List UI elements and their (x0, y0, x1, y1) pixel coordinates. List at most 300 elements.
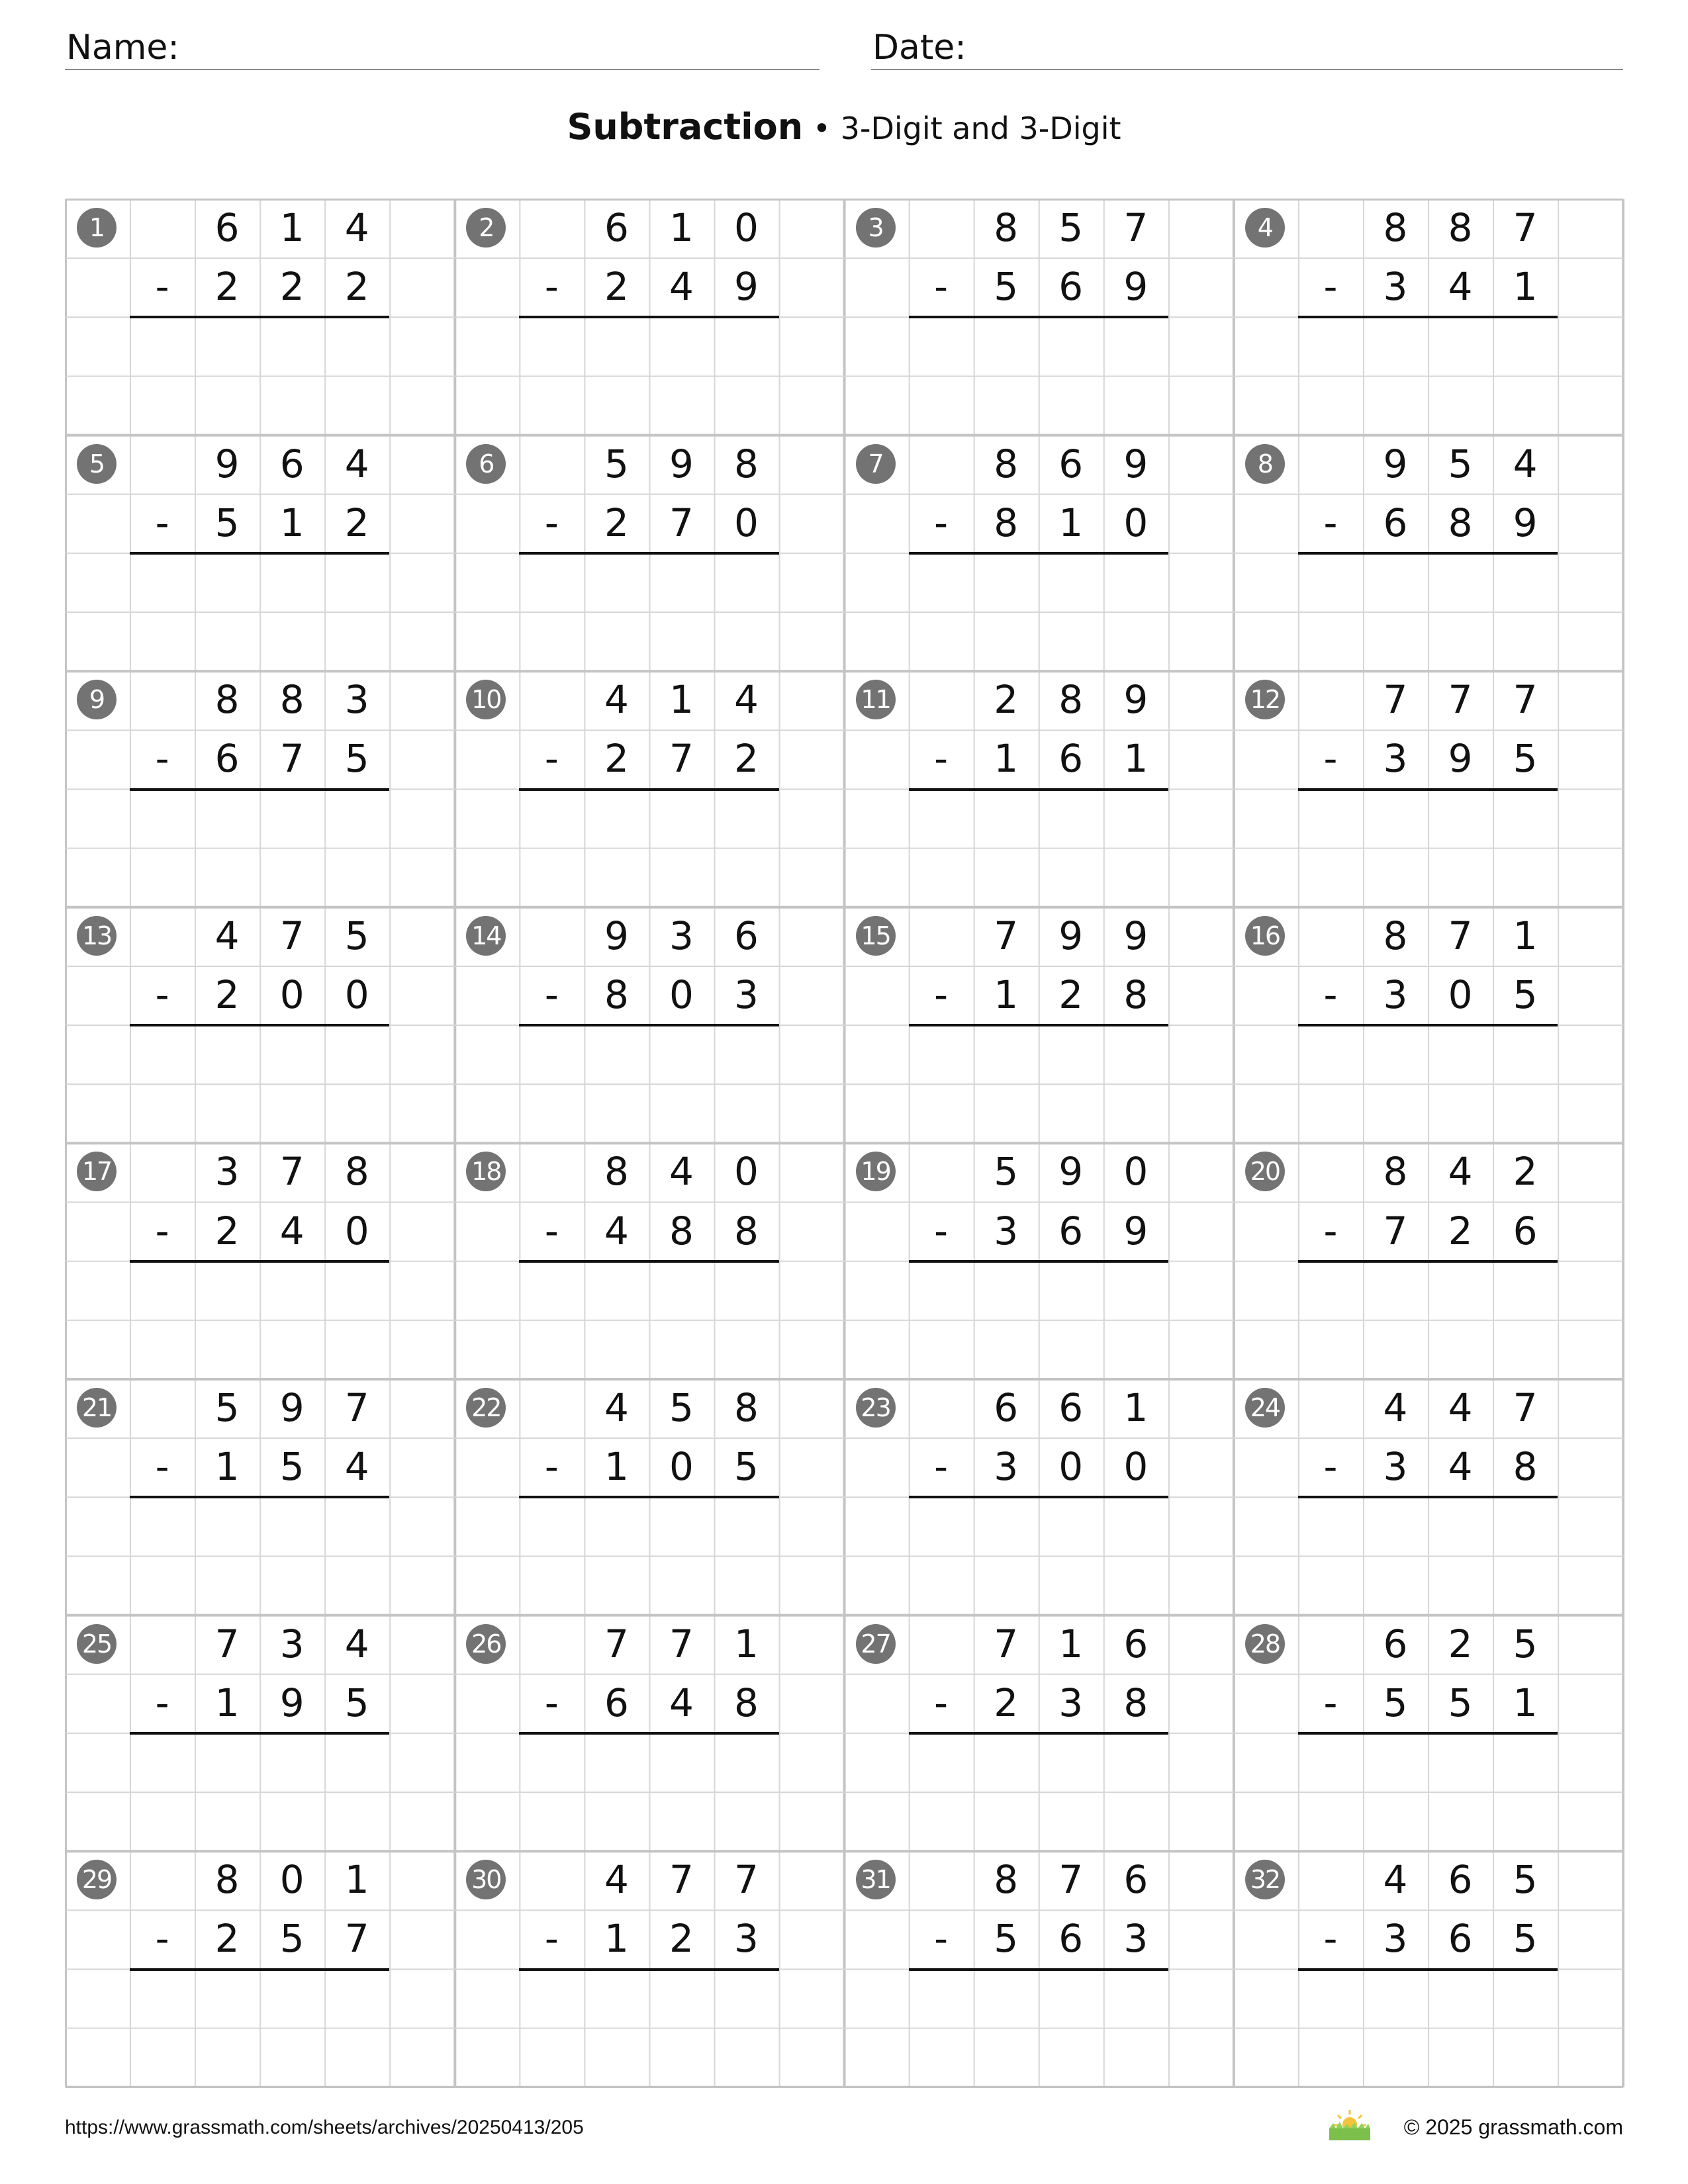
minuend-digit: 5 (214, 1385, 240, 1430)
subtrahend-digit: 9 (734, 264, 759, 310)
minuend-digit: 3 (214, 1149, 240, 1195)
minuend-digit: 7 (1513, 677, 1538, 723)
minus-sign: - (544, 972, 559, 1017)
answer-cell[interactable] (519, 1969, 584, 2028)
minuend-digit: 9 (1058, 1149, 1084, 1195)
subtrahend-digit: 1 (1058, 500, 1084, 545)
problem-number-badge: 5 (77, 444, 117, 484)
problem-number-badge: 6 (466, 444, 506, 484)
answer-cell[interactable] (1298, 553, 1363, 612)
minuend-digit: 3 (344, 677, 369, 723)
minuend-digit: 7 (994, 1621, 1019, 1666)
subtrahend-digit: 4 (279, 1208, 305, 1253)
subtrahend-digit: 2 (344, 500, 369, 545)
answer-cell[interactable] (1363, 553, 1428, 612)
minuend-digit: 8 (734, 1385, 759, 1430)
minus-sign: - (155, 264, 169, 310)
minuend-digit: 8 (1383, 1149, 1408, 1195)
answer-cell[interactable] (584, 316, 649, 375)
answer-cell[interactable] (714, 1969, 779, 2028)
subtrahend-digit: 4 (1448, 1444, 1473, 1490)
answer-cell[interactable] (1428, 1496, 1493, 1555)
answer-cell[interactable] (195, 316, 259, 375)
minuend-digit: 7 (1383, 677, 1408, 723)
problem-number-badge: 19 (856, 1152, 896, 1191)
minuend-digit: 9 (279, 1385, 305, 1430)
problem-number-badge: 18 (466, 1152, 506, 1191)
minus-sign: - (934, 500, 949, 545)
answer-cell[interactable] (324, 1024, 389, 1083)
answer-cell[interactable] (1428, 1024, 1493, 1083)
answer-cell[interactable] (1428, 553, 1493, 612)
answer-cell[interactable] (259, 1496, 324, 1555)
subtrahend-digit: 2 (604, 736, 629, 782)
answer-cell[interactable] (974, 1969, 1039, 2028)
subtrahend-digit: 2 (214, 972, 240, 1017)
answer-cell[interactable] (1428, 1969, 1493, 2028)
answer-cell[interactable] (1103, 316, 1168, 375)
answer-cell[interactable] (909, 1733, 974, 1792)
answer-cell[interactable] (1298, 789, 1363, 848)
answer-cell[interactable] (1363, 316, 1428, 375)
subtrahend-digit: 7 (1383, 1208, 1408, 1253)
minus-sign: - (934, 264, 949, 310)
subtrahend-digit: 7 (669, 500, 694, 545)
problem-number-badge: 26 (466, 1624, 506, 1664)
answer-cell[interactable] (130, 1496, 195, 1555)
subtrahend-digit: 0 (669, 1444, 694, 1490)
minuend-digit: 9 (1123, 677, 1149, 723)
answer-cell[interactable] (1039, 1733, 1103, 1792)
answer-cell[interactable] (584, 789, 649, 848)
minuend-digit: 4 (344, 205, 369, 250)
problem-number-badge: 31 (856, 1860, 896, 1899)
minuend-digit: 6 (734, 913, 759, 958)
minuend-digit: 4 (734, 677, 759, 723)
minus-sign: - (544, 500, 559, 545)
minuend-digit: 6 (1383, 1621, 1408, 1666)
answer-cell[interactable] (324, 553, 389, 612)
subtrahend-digit: 4 (344, 1444, 369, 1490)
answer-cell[interactable] (909, 316, 974, 375)
minuend-digit: 4 (604, 677, 629, 723)
minuend-digit: 1 (1058, 1621, 1084, 1666)
subtrahend-digit: 0 (1123, 1444, 1149, 1490)
answer-cell[interactable] (909, 553, 974, 612)
answer-cell[interactable] (1039, 1024, 1103, 1083)
answer-cell[interactable] (1493, 1024, 1558, 1083)
subtrahend-digit: 8 (734, 1208, 759, 1253)
answer-cell[interactable] (259, 316, 324, 375)
answer-cell[interactable] (1493, 1496, 1558, 1555)
minuend-digit: 9 (1383, 441, 1408, 486)
answer-cell[interactable] (1428, 1733, 1493, 1792)
answer-cell[interactable] (1363, 1969, 1428, 2028)
minuend-digit: 7 (669, 1857, 694, 1903)
minuend-digit: 8 (1448, 205, 1473, 250)
answer-cell[interactable] (195, 1261, 259, 1320)
answer-cell[interactable] (909, 1024, 974, 1083)
subtrahend-digit: 6 (1058, 1208, 1084, 1253)
answer-cell[interactable] (974, 316, 1039, 375)
answer-cell[interactable] (519, 1024, 584, 1083)
answer-cell[interactable] (649, 553, 714, 612)
answer-cell[interactable] (909, 1969, 974, 2028)
minuend-digit: 3 (669, 913, 694, 958)
minus-sign: - (155, 1916, 169, 1962)
minus-sign: - (544, 1916, 559, 1962)
answer-cell[interactable] (1493, 1261, 1558, 1320)
subtrahend-digit: 1 (214, 1444, 240, 1490)
answer-cell[interactable] (1493, 1733, 1558, 1792)
answer-cell[interactable] (324, 1733, 389, 1792)
answer-cell[interactable] (974, 1733, 1039, 1792)
answer-cell[interactable] (130, 316, 195, 375)
minuend-digit: 8 (1383, 205, 1408, 250)
answer-cell[interactable] (259, 1261, 324, 1320)
minus-sign: - (1323, 264, 1338, 310)
answer-cell[interactable] (195, 1024, 259, 1083)
answer-cell[interactable] (1103, 1024, 1168, 1083)
answer-cell[interactable] (1039, 316, 1103, 375)
minuend-digit: 9 (604, 913, 629, 958)
subtrahend-digit: 2 (214, 1916, 240, 1962)
answer-cell[interactable] (714, 1733, 779, 1792)
subtrahend-digit: 3 (994, 1444, 1019, 1490)
minus-sign: - (1323, 972, 1338, 1017)
subtrahend-digit: 6 (1058, 736, 1084, 782)
minus-sign: - (934, 1680, 949, 1725)
subtrahend-digit: 5 (1513, 972, 1538, 1017)
subtrahend-digit: 2 (734, 736, 759, 782)
answer-cell[interactable] (1103, 553, 1168, 612)
subtrahend-digit: 6 (604, 1680, 629, 1725)
subtrahend-digit: 3 (734, 1916, 759, 1962)
answer-cell[interactable] (324, 789, 389, 848)
subtrahend-digit: 2 (1058, 972, 1084, 1017)
minuend-digit: 9 (214, 441, 240, 486)
minus-sign: - (1323, 1208, 1338, 1253)
problem-number-badge: 25 (77, 1624, 117, 1664)
minuend-digit: 0 (1123, 1149, 1149, 1195)
subtrahend-digit: 0 (1123, 500, 1149, 545)
subtrahend-digit: 9 (1123, 264, 1149, 310)
subtrahend-digit: 5 (1513, 736, 1538, 782)
answer-cell[interactable] (584, 553, 649, 612)
problem-number-badge: 12 (1245, 680, 1285, 719)
answer-cell[interactable] (259, 553, 324, 612)
answer-cell[interactable] (130, 789, 195, 848)
answer-cell[interactable] (909, 789, 974, 848)
minuend-digit: 7 (1513, 1385, 1538, 1430)
subtrahend-digit: 5 (994, 264, 1019, 310)
minuend-digit: 9 (1123, 441, 1149, 486)
minus-sign: - (544, 1444, 559, 1490)
answer-cell[interactable] (909, 1261, 974, 1320)
answer-cell[interactable] (1103, 1496, 1168, 1555)
answer-cell[interactable] (974, 1024, 1039, 1083)
answer-cell[interactable] (519, 789, 584, 848)
minuend-digit: 8 (214, 1857, 240, 1903)
problem-number-badge: 11 (856, 680, 896, 719)
problem-grid (65, 199, 1622, 2087)
title-main: Subtraction (567, 106, 804, 148)
answer-cell[interactable] (1428, 789, 1493, 848)
name-label: Name: (66, 28, 179, 68)
minus-sign: - (1323, 1680, 1338, 1725)
answer-cell[interactable] (519, 553, 584, 612)
answer-cell[interactable] (974, 1261, 1039, 1320)
problem-number-badge: 28 (1245, 1624, 1285, 1664)
minuend-digit: 7 (604, 1621, 629, 1666)
answer-cell[interactable] (195, 789, 259, 848)
problem-number-badge: 20 (1245, 1152, 1285, 1191)
subtrahend-digit: 1 (994, 736, 1019, 782)
minus-sign: - (934, 1208, 949, 1253)
answer-cell[interactable] (649, 1496, 714, 1555)
minuend-digit: 5 (1513, 1621, 1538, 1666)
answer-cell[interactable] (195, 1733, 259, 1792)
answer-cell[interactable] (1493, 789, 1558, 848)
answer-cell[interactable] (519, 316, 584, 375)
answer-cell[interactable] (130, 1024, 195, 1083)
minuend-digit: 8 (994, 205, 1019, 250)
minuend-digit: 6 (1448, 1857, 1473, 1903)
subtrahend-digit: 0 (734, 500, 759, 545)
answer-cell[interactable] (1298, 316, 1363, 375)
answer-cell[interactable] (1298, 1261, 1363, 1320)
answer-cell[interactable] (584, 1261, 649, 1320)
subtrahend-digit: 1 (214, 1680, 240, 1725)
answer-cell[interactable] (714, 1261, 779, 1320)
minuend-digit: 7 (1058, 1857, 1084, 1903)
answer-cell[interactable] (909, 1496, 974, 1555)
subtrahend-digit: 5 (994, 1916, 1019, 1962)
minuend-digit: 6 (214, 205, 240, 250)
problem-number-badge: 15 (856, 916, 896, 956)
subtrahend-digit: 1 (604, 1444, 629, 1490)
answer-cell[interactable] (130, 1733, 195, 1792)
answer-cell[interactable] (1103, 789, 1168, 848)
answer-cell[interactable] (130, 553, 195, 612)
minuend-digit: 9 (669, 441, 694, 486)
problem-number-badge: 2 (466, 208, 506, 248)
minuend-digit: 7 (279, 1149, 305, 1195)
answer-cell[interactable] (1363, 1496, 1428, 1555)
problem-number-badge: 29 (77, 1860, 117, 1899)
answer-cell[interactable] (1103, 1261, 1168, 1320)
answer-cell[interactable] (649, 1024, 714, 1083)
subtrahend-digit: 6 (1058, 264, 1084, 310)
subtrahend-digit: 8 (669, 1208, 694, 1253)
answer-cell[interactable] (1039, 553, 1103, 612)
answer-cell[interactable] (1493, 1969, 1558, 2028)
answer-cell[interactable] (974, 1496, 1039, 1555)
answer-cell[interactable] (130, 1261, 195, 1320)
subtrahend-digit: 0 (279, 972, 305, 1017)
answer-cell[interactable] (519, 1733, 584, 1792)
minuend-digit: 8 (994, 1857, 1019, 1903)
answer-cell[interactable] (714, 789, 779, 848)
name-field[interactable] (65, 25, 820, 70)
answer-cell[interactable] (584, 1969, 649, 2028)
minuend-digit: 7 (279, 913, 305, 958)
minuend-digit: 4 (604, 1385, 629, 1430)
subtrahend-digit: 9 (1123, 1208, 1149, 1253)
answer-cell[interactable] (1428, 316, 1493, 375)
subtrahend-digit: 4 (1448, 264, 1473, 310)
problem-number-badge: 22 (466, 1388, 506, 1428)
answer-cell[interactable] (324, 1496, 389, 1555)
answer-cell[interactable] (519, 1496, 584, 1555)
answer-cell[interactable] (259, 789, 324, 848)
subtrahend-digit: 2 (214, 1208, 240, 1253)
answer-cell[interactable] (259, 1024, 324, 1083)
minuend-digit: 6 (1058, 1385, 1084, 1430)
answer-cell[interactable] (714, 553, 779, 612)
answer-cell[interactable] (1298, 1969, 1363, 2028)
problem-number-badge: 7 (856, 444, 896, 484)
answer-cell[interactable] (649, 789, 714, 848)
answer-cell[interactable] (974, 553, 1039, 612)
minuend-digit: 8 (1058, 677, 1084, 723)
answer-cell[interactable] (1039, 1496, 1103, 1555)
answer-cell[interactable] (130, 1969, 195, 2028)
minuend-digit: 7 (994, 913, 1019, 958)
answer-cell[interactable] (714, 1496, 779, 1555)
answer-cell[interactable] (1039, 1261, 1103, 1320)
subtrahend-digit: 2 (604, 264, 629, 310)
subtrahend-digit: 1 (279, 500, 305, 545)
footer-copyright: © 2025 grassmath.com (1403, 2115, 1623, 2139)
minuend-digit: 1 (669, 205, 694, 250)
answer-cell[interactable] (1298, 1733, 1363, 1792)
problem-number-badge: 9 (77, 680, 117, 719)
problem-number-badge: 27 (856, 1624, 896, 1664)
subtrahend-digit: 5 (214, 500, 240, 545)
minuend-digit: 5 (344, 913, 369, 958)
answer-cell[interactable] (1363, 1024, 1428, 1083)
answer-cell[interactable] (259, 1733, 324, 1792)
answer-cell[interactable] (1039, 789, 1103, 848)
subtrahend-digit: 9 (1513, 500, 1538, 545)
answer-cell[interactable] (714, 316, 779, 375)
problem-number-badge: 32 (1245, 1860, 1285, 1899)
minus-sign: - (1323, 1444, 1338, 1490)
answer-cell[interactable] (649, 316, 714, 375)
minuend-digit: 5 (669, 1385, 694, 1430)
problem-number-badge: 23 (856, 1388, 896, 1428)
answer-cell[interactable] (324, 1969, 389, 2028)
minuend-digit: 5 (604, 441, 629, 486)
answer-cell[interactable] (1493, 316, 1558, 375)
subtrahend-digit: 3 (734, 972, 759, 1017)
answer-cell[interactable] (1298, 1024, 1363, 1083)
answer-cell[interactable] (324, 1261, 389, 1320)
subtrahend-digit: 3 (1383, 972, 1408, 1017)
subtrahend-digit: 6 (1448, 1916, 1473, 1962)
subtrahend-digit: 3 (1383, 736, 1408, 782)
answer-cell[interactable] (195, 1969, 259, 2028)
subtrahend-digit: 8 (1123, 1680, 1149, 1725)
minuend-digit: 6 (1058, 441, 1084, 486)
minus-sign: - (544, 1680, 559, 1725)
answer-cell[interactable] (1363, 1261, 1428, 1320)
minuend-digit: 7 (669, 1621, 694, 1666)
answer-cell[interactable] (195, 553, 259, 612)
answer-cell[interactable] (1493, 553, 1558, 612)
problem-number-badge: 10 (466, 680, 506, 719)
answer-cell[interactable] (1363, 1733, 1428, 1792)
problem-number-badge: 13 (77, 916, 117, 956)
date-field[interactable] (871, 25, 1623, 70)
problem-number-badge: 16 (1245, 916, 1285, 956)
subtrahend-digit: 5 (279, 1444, 305, 1490)
answer-cell[interactable] (1039, 1969, 1103, 2028)
minuend-digit: 1 (344, 1857, 369, 1903)
answer-cell[interactable] (649, 1261, 714, 1320)
subtrahend-digit: 2 (604, 500, 629, 545)
subtrahend-digit: 7 (344, 1916, 369, 1962)
problem-number-badge: 1 (77, 208, 117, 248)
answer-cell[interactable] (195, 1496, 259, 1555)
footer-url: https://www.grassmath.com/sheets/archives/20250413/205 (65, 2116, 584, 2138)
minuend-digit: 4 (1383, 1385, 1408, 1430)
answer-cell[interactable] (1103, 1969, 1168, 2028)
subtrahend-digit: 5 (734, 1444, 759, 1490)
minuend-digit: 7 (214, 1621, 240, 1666)
subtrahend-digit: 3 (1058, 1680, 1084, 1725)
subtrahend-digit: 4 (669, 264, 694, 310)
answer-cell[interactable] (1298, 1496, 1363, 1555)
answer-cell[interactable] (714, 1024, 779, 1083)
subtrahend-digit: 3 (1383, 264, 1408, 310)
answer-cell[interactable] (259, 1969, 324, 2028)
answer-cell[interactable] (584, 1733, 649, 1792)
subtrahend-digit: 8 (1448, 500, 1473, 545)
subtrahend-digit: 7 (279, 736, 305, 782)
subtrahend-digit: 1 (1513, 1680, 1538, 1725)
subtrahend-digit: 5 (1513, 1916, 1538, 1962)
answer-cell[interactable] (974, 789, 1039, 848)
minuend-digit: 5 (1448, 441, 1473, 486)
minus-sign: - (155, 736, 169, 782)
subtrahend-digit: 7 (669, 736, 694, 782)
answer-cell[interactable] (1103, 1733, 1168, 1792)
minuend-digit: 1 (279, 205, 305, 250)
subtrahend-digit: 3 (994, 1208, 1019, 1253)
subtrahend-digit: 1 (1513, 264, 1538, 310)
minus-sign: - (934, 972, 949, 1017)
answer-cell[interactable] (649, 1733, 714, 1792)
answer-cell[interactable] (584, 1496, 649, 1555)
subtrahend-digit: 2 (1448, 1208, 1473, 1253)
subtrahend-digit: 0 (344, 972, 369, 1017)
answer-cell[interactable] (649, 1969, 714, 2028)
minus-sign: - (934, 1916, 949, 1962)
answer-cell[interactable] (324, 316, 389, 375)
answer-cell[interactable] (519, 1261, 584, 1320)
answer-cell[interactable] (1428, 1261, 1493, 1320)
subtrahend-digit: 2 (279, 264, 305, 310)
minuend-digit: 6 (994, 1385, 1019, 1430)
minuend-digit: 2 (1448, 1621, 1473, 1666)
subtrahend-digit: 0 (1058, 1444, 1084, 1490)
answer-cell[interactable] (1363, 789, 1428, 848)
subtrahend-digit: 5 (1448, 1680, 1473, 1725)
answer-cell[interactable] (584, 1024, 649, 1083)
title-subtitle: 3-Digit and 3-Digit (840, 111, 1121, 146)
